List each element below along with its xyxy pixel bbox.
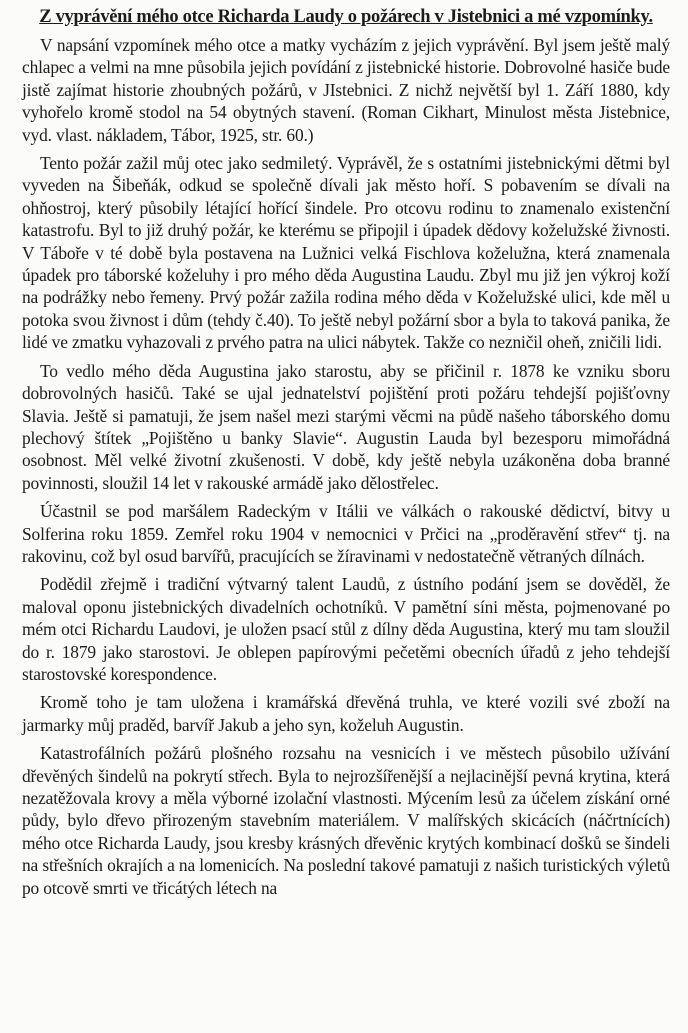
paragraph-3: To vedlo mého děda Augustina jako starostu, aby se přičinil r. 1878 ke vzniku sboru dobrovolných hasičů. Také se ujal jednatelství pojištění proti požáru tehdejší pojišťovny Slavia. Ještě si pamatuji, že jsem našel mezi starými věcmi na půdě našeho táborského domu plechový štítek „Pojištěno u banky Slavie“. Augustin Lauda byl bezesporu mimořádná osobnost. Měl velké životní zkušenosti. V době, kdy ještě nebyla uzákoněna doba branné povinnosti, sloužil 14 let v rakouské armádě jako dělostřelec. xyxy=(22,360,670,493)
paragraph-4: Účastnil se pod maršálem Radeckým v Itálii ve válkách o rakouské dědictví, bitvy u Solferina roku 1859. Zemřel roku 1904 v nemocnici v Prčici na „proděravění střev“ tj. na rakovinu, což byl osud barvířů, pracujících se žíravinami v nedostatečně větraných dílnách. xyxy=(22,501,670,566)
document-title: Z vyprávění mého otce Richarda Laudy o požárech v Jistebnici a mé vzpomínky. xyxy=(39,7,653,27)
paragraph-2: Tento požár zažil můj otec jako sedmiletý. Vyprávěl, že s ostatními jistebnickými dětmi byl vyveden na Šibeňák, odkud se společně dívali jak město hoří. S pobavením se dívali na ohňostroj, který působily létající hořící šindele. Pro otcovu rodinu to znamenalo existenční katastrofu. Byl to již druhý požár, ke kterému se připojil i úpadek dědovy koželužské živnosti. V Táboře v té době byla postavena na Lužnici velká Fischlova koželužna, která znamenala úpadek pro táborské koželuhy i pro mého děda Augustina Laudu. Zbyl mu již jen výkroj koží na podrážky nebo řemeny. Prvý požár zažila rodina mého děda v Koželužské ulici, kde měl u potoka svou živnost i dům (tehdy č.40). To ještě nebyl požární sbor a byla to taková panika, že lidé ve zmatku vyhazovali z prvého patra na ulici nábytek. Takže co nezničil oheň, zničili lidi. xyxy=(22,153,670,353)
paragraph-5: Podědil zřejmě i tradiční výtvarný talent Laudů, z ústního podání jsem se dověděl, že maloval oponu jistebnických divadelních ochotníků. V pamětní síni města, pojmenované po mém otci Richardu Laudovi, je uložen psací stůl z dílny děda Augustina, který mu tam sloužil do r. 1879 jako starostovi. Je oblepen papírovými pečetěmi obecních úřadů z jeho tehdejší starostovské korespondence. xyxy=(22,574,670,684)
paragraph-1: V napsání vzpomínek mého otce a matky vycházím z jejich vyprávění. Byl jsem ještě malý chlapec a velmi na mne působila jejich povídání z jistebnické historie. Dobrovolné hasiče bude jistě zajímat historie zhoubných požárů, v JIstebnici. Z nichž největší byl 1. Září 1880, kdy vyhořelo kromě stodol na 54 obytných stavení. (Roman Cikhart, Minulost města Jistebnice, vyd. vlast. nákladem, Tábor, 1925, str. 60.) xyxy=(22,35,670,145)
paragraph-6: Kromě toho je tam uložena i kramářská dřevěná truhla, ve které vozili své zboží na jarmarky můj praděd, barvíř Jakub a jeho syn, koželuh Augustin. xyxy=(22,692,670,735)
paragraph-7: Katastrofálních požárů plošného rozsahu na vesnicích i ve městech působilo užívání dřevěných šindelů na pokrytí střech. Byla to nejrozšířenější a nejlacinější pevná krytina, která nezatěžovala krovy a měla výborné izolační vlastnosti. Mýcením lesů za účelem získání orné půdy, bylo dřevo přirozeným stavebním materiálem. V malířských skicácích (náčrtnících) mého otce Richarda Laudy, jsou kresby krásných dřevěnic krytých kombinací došků se šindeli na střešních okrajích a na lomenicích. Na poslední takové pamatuji z našich turistických výletů po otcově smrti ve třicátých létech na xyxy=(22,743,670,898)
